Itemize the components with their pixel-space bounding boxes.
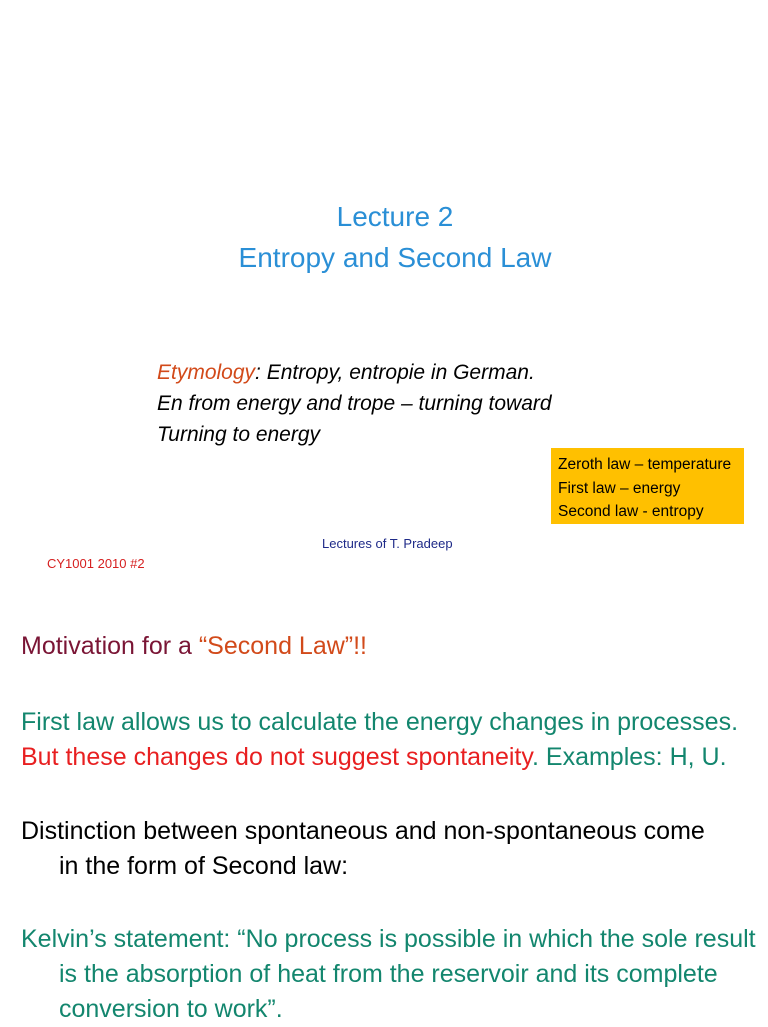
etymology-label: Etymology bbox=[157, 361, 256, 384]
first-law-line-2 bbox=[21, 740, 738, 775]
kelvin-statement bbox=[21, 922, 756, 1027]
etymology-line-2: En from energy and trope – turning toward bbox=[157, 392, 552, 415]
slide-heading bbox=[21, 632, 367, 661]
kelvin-line-1: Kelvin’s statement: “No process is possible in which the sole result bbox=[21, 925, 756, 953]
first-law-line-1: First law allows us to calculate the energy changes in processes. bbox=[21, 708, 739, 736]
lecturer-credit: Lectures of T. Pradeep bbox=[322, 536, 453, 551]
distinction-line-1: Distinction between spontaneous and non-spontaneous come bbox=[21, 817, 705, 845]
examples-text: . Examples: H, U. bbox=[532, 743, 727, 771]
first-law-paragraph bbox=[21, 705, 738, 775]
kelvin-line-3: conversion to work”. bbox=[59, 995, 283, 1023]
distinction-paragraph bbox=[21, 814, 705, 884]
course-code: CY1001 2010 #2 bbox=[47, 556, 145, 571]
first-law-item: First law – energy bbox=[558, 479, 681, 497]
etymology-block bbox=[157, 357, 552, 450]
laws-summary-box bbox=[551, 448, 744, 524]
etymology-line-1 bbox=[157, 357, 552, 388]
etymology-line-1-text: : Entropy, entropie in German. bbox=[255, 361, 535, 384]
kelvin-line-2: is the absorption of heat from the reservoir and its complete bbox=[59, 960, 718, 988]
heading-highlight: “Second Law”!! bbox=[198, 632, 367, 660]
etymology-line-3: Turning to energy bbox=[157, 423, 321, 446]
lecture-number-title: Lecture 2 bbox=[336, 201, 454, 232]
zeroth-law-item: Zeroth law – temperature bbox=[558, 456, 732, 473]
lecture-topic-title: Entropy and Second Law bbox=[238, 242, 552, 273]
spontaneity-caveat: But these changes do not suggest spontaneity bbox=[21, 743, 533, 771]
second-law-item: Second law - entropy bbox=[558, 503, 704, 520]
heading-prefix: Motivation for a bbox=[21, 632, 199, 660]
distinction-line-2: in the form of Second law: bbox=[59, 852, 349, 880]
